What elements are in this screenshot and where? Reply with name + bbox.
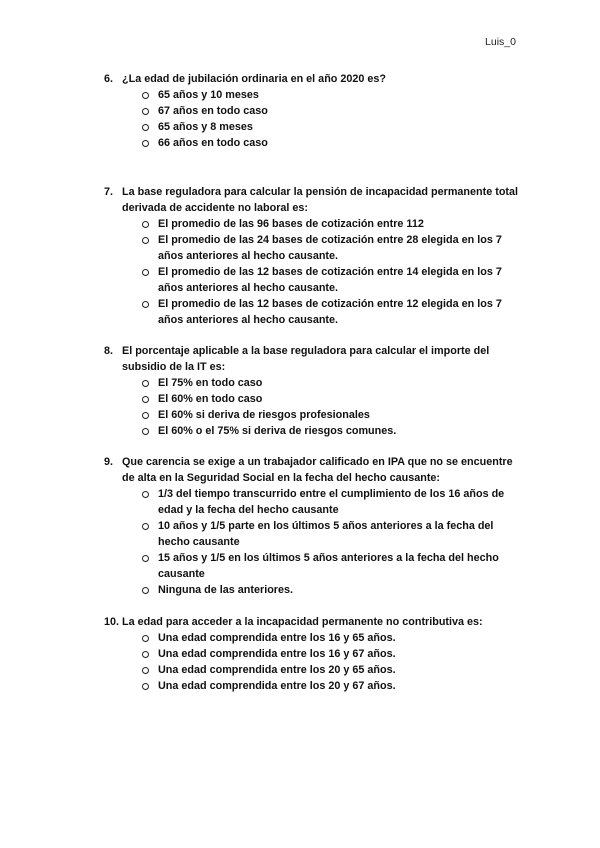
- option-item: 10 años y 1/5 parte en los últimos 5 años anteriores a la fecha del hecho causante: [104, 518, 524, 550]
- question-number: 8.: [104, 345, 114, 357]
- option-item: 1/3 del tiempo transcurrido entre el cumplimiento de los 16 años de edad y la fecha del hecho causante: [104, 486, 524, 518]
- options-list: [104, 216, 524, 328]
- option-item: El promedio de las 12 bases de cotización entre 12 elegida en los 7 años anteriores al hecho causante.: [104, 296, 524, 328]
- circle-bullet-icon: [142, 108, 149, 115]
- circle-bullet-icon: [142, 428, 149, 435]
- option-item: 66 años en todo caso: [104, 135, 524, 151]
- option-item: El 60% o el 75% si deriva de riesgos comunes.: [104, 423, 524, 439]
- circle-bullet-icon: [142, 412, 149, 419]
- option-item: Una edad comprendida entre los 16 y 67 años.: [104, 646, 524, 662]
- option-item: El 75% en todo caso: [104, 375, 524, 391]
- circle-bullet-icon: [142, 587, 149, 594]
- question-6: [104, 71, 524, 151]
- question-text: Que carencia se exige a un trabajador calificado en IPA que no se encuentre de alta en la Seguridad Social en la fecha del hecho causante:: [122, 456, 513, 484]
- option-item: El promedio de las 24 bases de cotización entre 28 elegida en los 7 años anteriores al hecho causante.: [104, 232, 524, 264]
- header-label: Luis_0: [485, 36, 516, 48]
- circle-bullet-icon: [142, 651, 149, 658]
- option-item: Una edad comprendida entre los 20 y 67 años.: [104, 678, 524, 694]
- circle-bullet-icon: [142, 237, 149, 244]
- option-item: El promedio de las 12 bases de cotización entre 14 elegida en los 7 años anteriores al hecho causante.: [104, 264, 524, 296]
- option-item: Una edad comprendida entre los 16 y 65 años.: [104, 630, 524, 646]
- question-number: 10.: [104, 616, 120, 628]
- question-8: [104, 343, 524, 439]
- circle-bullet-icon: [142, 491, 149, 498]
- question-text: ¿La edad de jubilación ordinaria en el año 2020 es?: [122, 73, 387, 85]
- question-7: [104, 184, 524, 328]
- option-item: Ninguna de las anteriores.: [104, 582, 524, 598]
- option-item: 15 años y 1/5 en los últimos 5 años anteriores a la fecha del hecho causante: [104, 550, 524, 582]
- option-item: El promedio de las 96 bases de cotización entre 112: [104, 216, 524, 232]
- question-number: 7.: [104, 186, 114, 198]
- option-item: 67 años en todo caso: [104, 103, 524, 119]
- option-item: El 60% si deriva de riesgos profesionales: [104, 407, 524, 423]
- circle-bullet-icon: [142, 380, 149, 387]
- circle-bullet-icon: [142, 683, 149, 690]
- question-10: [104, 614, 524, 694]
- options-list: [104, 630, 524, 694]
- circle-bullet-icon: [142, 221, 149, 228]
- question-text: El porcentaje aplicable a la base reguladora para calcular el importe del subsidio de la IT es:: [122, 345, 490, 373]
- options-list: [104, 87, 524, 151]
- option-item: Una edad comprendida entre los 20 y 65 años.: [104, 662, 524, 678]
- circle-bullet-icon: [142, 555, 149, 562]
- circle-bullet-icon: [142, 667, 149, 674]
- circle-bullet-icon: [142, 523, 149, 530]
- question-number: 6.: [104, 73, 114, 85]
- option-item: 65 años y 10 meses: [104, 87, 524, 103]
- options-list: [104, 375, 524, 439]
- circle-bullet-icon: [142, 140, 149, 147]
- question-text: La edad para acceder a la incapacidad permanente no contributiva es:: [122, 616, 483, 628]
- circle-bullet-icon: [142, 124, 149, 131]
- question-number: 9.: [104, 456, 114, 468]
- options-list: [104, 486, 524, 598]
- circle-bullet-icon: [142, 301, 149, 308]
- circle-bullet-icon: [142, 396, 149, 403]
- question-9: [104, 454, 524, 598]
- circle-bullet-icon: [142, 269, 149, 276]
- circle-bullet-icon: [142, 635, 149, 642]
- circle-bullet-icon: [142, 92, 149, 99]
- option-item: 65 años y 8 meses: [104, 119, 524, 135]
- question-text: La base reguladora para calcular la pensión de incapacidad permanente total derivada de accidente no laboral es:: [122, 186, 519, 214]
- option-item: El 60% en todo caso: [104, 391, 524, 407]
